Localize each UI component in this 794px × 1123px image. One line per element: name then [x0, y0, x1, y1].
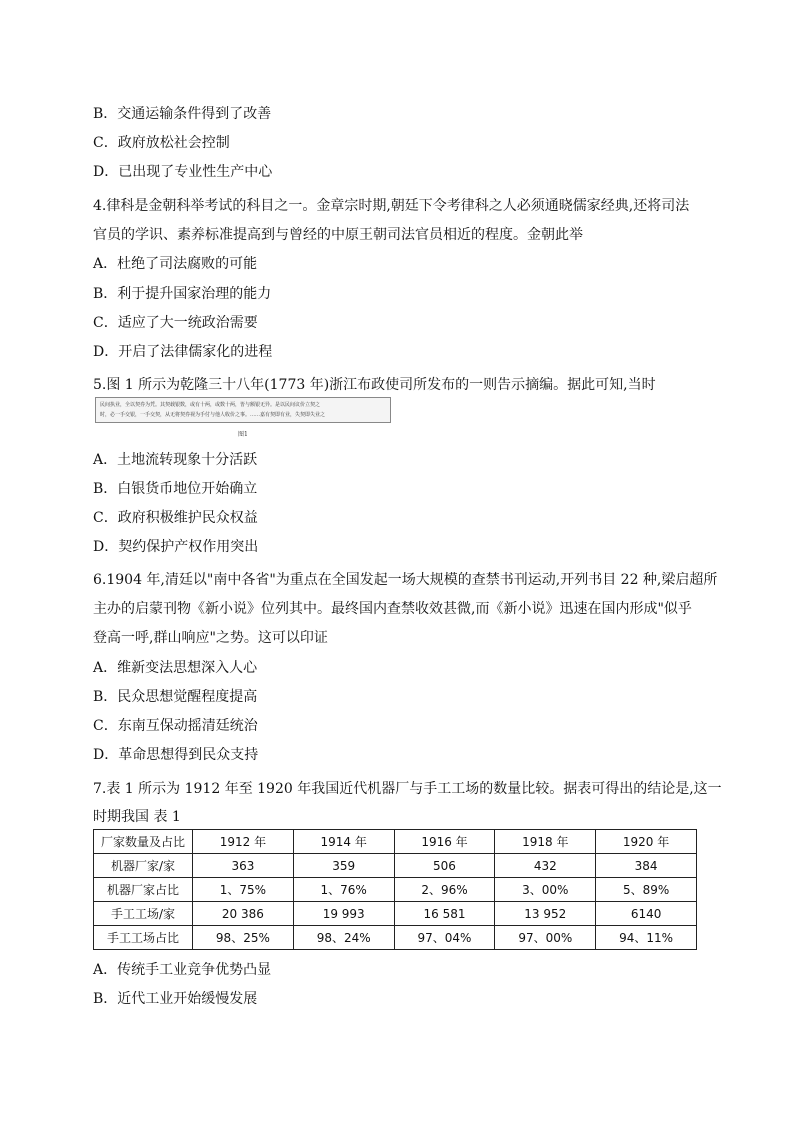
table-cell: 机器厂家占比 — [94, 878, 193, 902]
q6-option-a: A．维新变法思想深入人心 — [93, 660, 258, 676]
table-cell: 384 — [596, 854, 697, 878]
table-header-cell: 1918 年 — [495, 830, 596, 854]
q6-option-d: D．革命思想得到民众支持 — [93, 747, 259, 763]
table-cell: 359 — [293, 854, 394, 878]
table-cell: 20 386 — [193, 902, 294, 926]
table-cell: 97、04% — [394, 926, 495, 950]
q7-stem-line-2: 时期我国 表 1 — [93, 809, 181, 825]
q6-stem-line-2: 主办的启蒙刊物《新小说》位列其中。最终国内查禁收效甚微,而《新小说》迅速在国内形成"似乎 — [93, 601, 692, 617]
table-cell: 2、96% — [394, 878, 495, 902]
q6-stem-line-1: 6.1904 年,清廷以"南中各省"为重点在全国发起一场大规模的查禁书刊运动,开列书目 22 种,梁启超所 — [93, 572, 718, 588]
q7-option-a: A．传统手工业竞争优势凸显 — [93, 962, 272, 978]
q5-figure-caption: 图1 — [238, 431, 248, 438]
q6-option-b: B．民众思想觉醒程度提高 — [93, 689, 258, 705]
table-cell: 机器厂家/家 — [94, 854, 193, 878]
table-cell: 19 993 — [293, 902, 394, 926]
table-row — [94, 878, 697, 902]
table-header-cell: 厂家数量及占比 — [94, 830, 193, 854]
q7-option-b: B．近代工业开始缓慢发展 — [93, 991, 258, 1007]
q3-option-c: C．政府放松社会控制 — [93, 135, 230, 151]
q4-option-b: B．利于提升国家治理的能力 — [93, 286, 272, 302]
q4-stem-line-2: 官员的学识、素养标准提高到与曾经的中原王朝司法官员相近的程度。金朝此举 — [93, 227, 583, 243]
q4-option-c: C．适应了大一统政治需要 — [93, 315, 258, 331]
table-cell: 1、75% — [193, 878, 294, 902]
table-cell: 1、76% — [293, 878, 394, 902]
table-cell: 6140 — [596, 902, 697, 926]
q5-option-a: A．土地流转现象十分活跃 — [93, 452, 258, 468]
table-header-cell: 1920 年 — [596, 830, 697, 854]
table-cell: 手工工场/家 — [94, 902, 193, 926]
table-header-cell: 1914 年 — [293, 830, 394, 854]
table-cell: 16 581 — [394, 902, 495, 926]
table-cell: 手工工场占比 — [94, 926, 193, 950]
table-cell: 363 — [193, 854, 294, 878]
q4-option-a: A．杜绝了司法腐败的可能 — [93, 256, 258, 272]
q4-stem-line-1: 4.律科是金朝科举考试的科目之一。金章宗时期,朝廷下令考律科之人必须通晓儒家经典,还将司法 — [93, 198, 690, 214]
table-cell: 97、00% — [495, 926, 596, 950]
table-row — [94, 926, 697, 950]
q5-figure-line-1: 民间执业，全以契券为凭。其契载银数，或有十两，或数十两，皆与额银无异。是以民间议价立契之 — [100, 402, 321, 408]
q6-stem-line-3: 登高一呼,群山响应"之势。这可以印证 — [93, 630, 328, 646]
table-cell: 94、11% — [596, 926, 697, 950]
table-cell: 3、00% — [495, 878, 596, 902]
table-header-row — [94, 830, 697, 854]
table-row — [94, 854, 697, 878]
q3-option-d: D．已出现了专业性生产中心 — [93, 164, 273, 180]
q5-option-d: D．契约保护产权作用突出 — [93, 539, 259, 555]
table-row — [94, 902, 697, 926]
table-header-cell: 1912 年 — [193, 830, 294, 854]
q7-data-table — [93, 829, 697, 950]
table-cell: 98、25% — [193, 926, 294, 950]
table-cell: 506 — [394, 854, 495, 878]
table-cell: 5、89% — [596, 878, 697, 902]
table-cell: 98、24% — [293, 926, 394, 950]
table-cell: 13 952 — [495, 902, 596, 926]
q7-stem-line-1: 7.表 1 所示为 1912 年至 1920 年我国近代机器厂与手工工场的数量比较。据表可得出的结论是,这一 — [93, 781, 722, 797]
q5-option-c: C．政府积极维护民众权益 — [93, 510, 258, 526]
q5-option-b: B．白银货币地位开始确立 — [93, 481, 258, 497]
table-header-cell: 1916 年 — [394, 830, 495, 854]
q6-option-c: C．东南互保动摇清廷统治 — [93, 718, 258, 734]
q5-figure-line-2: 时，必一手交银，一手交契，从无将契券视为手付与他人收价之事。……嘉有契即有业，失契即失业之 — [100, 412, 326, 418]
q5-figure-image — [95, 397, 391, 423]
q3-option-b: B．交通运输条件得到了改善 — [93, 106, 272, 122]
q4-option-d: D．开启了法律儒家化的进程 — [93, 344, 273, 360]
q5-stem: 5.图 1 所示为乾隆三十八年(1773 年)浙江布政使司所发布的一则告示摘编。据此可知,当时 — [93, 377, 656, 393]
table-cell: 432 — [495, 854, 596, 878]
